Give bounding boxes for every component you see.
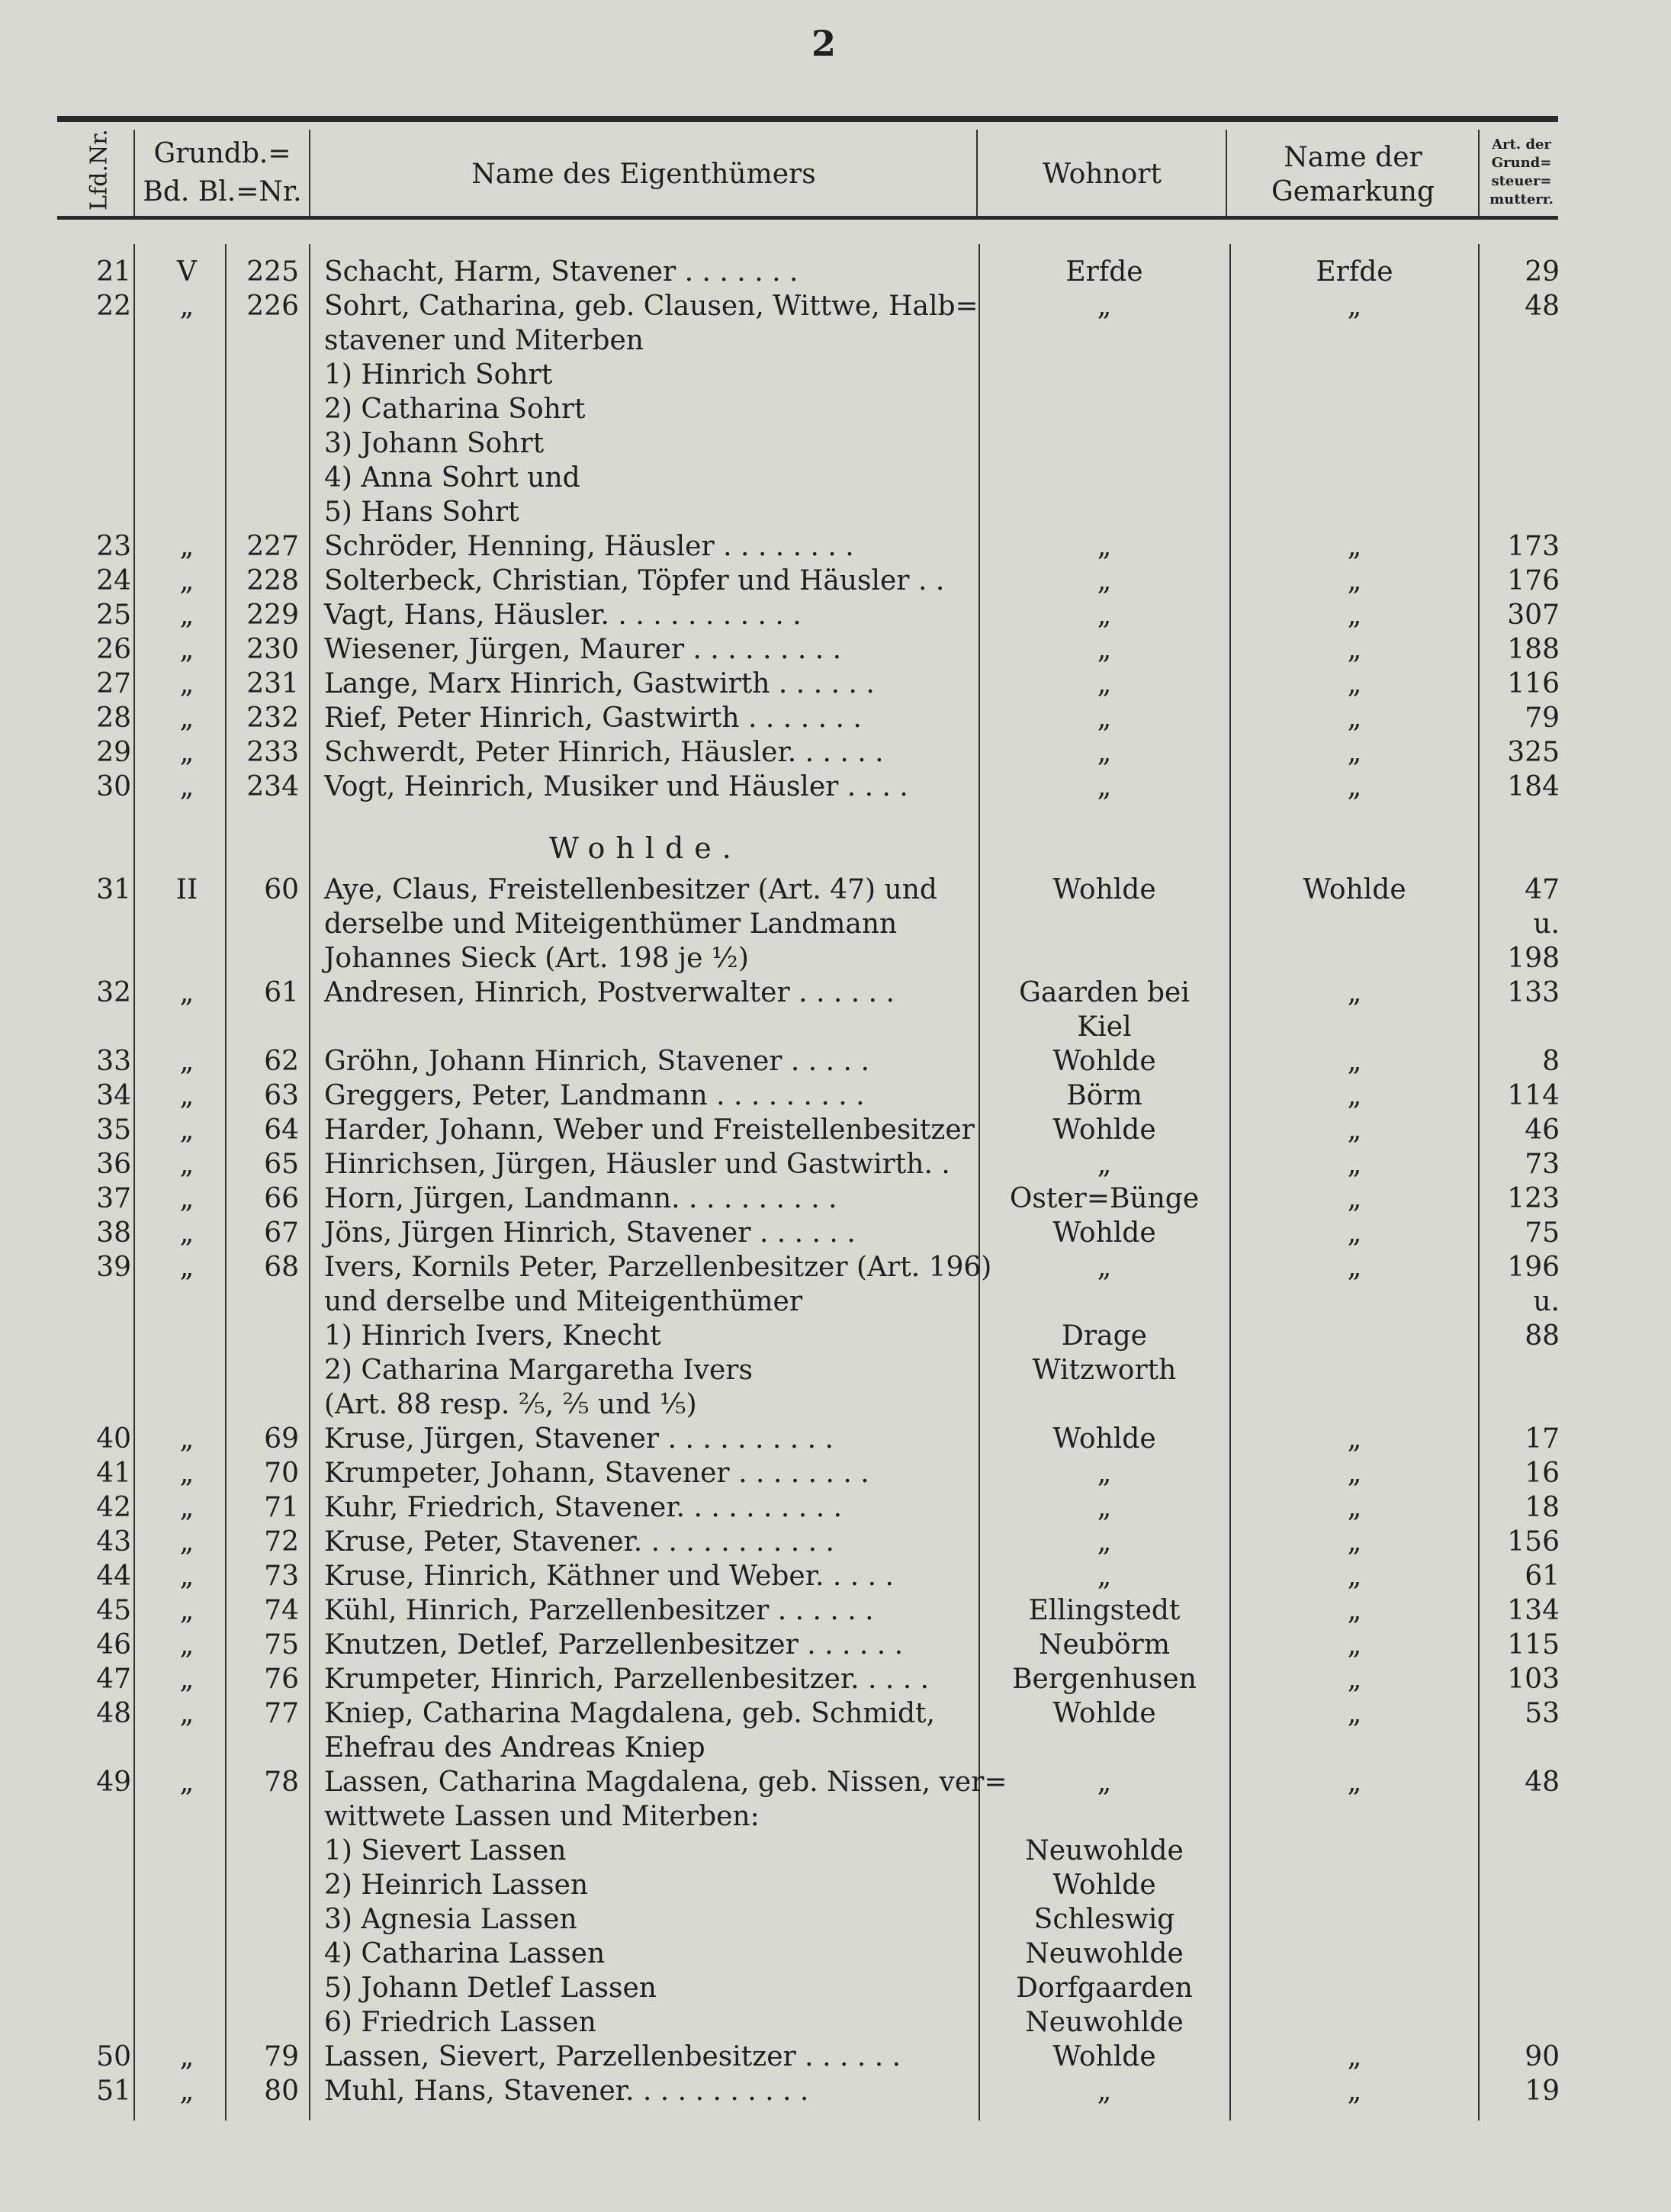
row-blatt: 70 (264, 1458, 299, 1489)
header-grundb-1: Grundb.= (153, 138, 291, 169)
residence: „ (1097, 634, 1112, 665)
tax-article: 156 (1507, 1526, 1560, 1558)
row-band: „ (179, 737, 194, 768)
row-number: 35 (96, 1114, 131, 1146)
tax-article: u. (1533, 1286, 1560, 1317)
row-band: „ (179, 668, 194, 699)
district: „ (1347, 703, 1362, 734)
row-band: „ (179, 1149, 194, 1180)
residence: „ (1097, 1458, 1112, 1489)
row-blatt: 64 (264, 1114, 299, 1146)
tax-article: 88 (1525, 1320, 1560, 1352)
row-blatt: 229 (246, 600, 299, 631)
residence: „ (1097, 703, 1112, 734)
district: Erfde (1316, 256, 1393, 288)
row-number: 28 (96, 703, 131, 734)
row-band: „ (179, 1217, 194, 1249)
district: „ (1347, 1217, 1362, 1249)
owner-name-line: Vogt, Heinrich, Musiker und Häusler . . . . (324, 771, 908, 802)
row-blatt: 225 (246, 256, 299, 288)
residence: „ (1097, 737, 1112, 768)
district: „ (1347, 1183, 1362, 1214)
row-number: 44 (96, 1561, 131, 1592)
residence: „ (1097, 531, 1112, 562)
row-blatt: 230 (246, 634, 299, 665)
row-number: 39 (96, 1252, 131, 1283)
residence: Dorfgaarden (1016, 1972, 1193, 2004)
column-line (978, 244, 980, 2120)
tax-article: 79 (1525, 703, 1560, 734)
owner-name-line: Sohrt, Catharina, geb. Clausen, Wittwe, Halb= (324, 291, 978, 322)
row-number: 24 (96, 565, 131, 596)
header-divider (133, 130, 135, 216)
row-number: 21 (96, 256, 131, 288)
residence: „ (1097, 1767, 1112, 1798)
district: „ (1347, 668, 1362, 699)
row-number: 30 (96, 771, 131, 802)
row-blatt: 76 (264, 1664, 299, 1695)
header-divider (1226, 130, 1227, 216)
owner-name-line: Schacht, Harm, Stavener . . . . . . . (324, 256, 799, 288)
tax-article: 48 (1525, 291, 1560, 322)
row-band: „ (179, 1458, 194, 1489)
owner-name-line: Krumpeter, Johann, Stavener . . . . . . . . (324, 1458, 869, 1489)
owner-name-line: 2) Heinrich Lassen (324, 1870, 589, 1901)
owner-name-line: Andresen, Hinrich, Postverwalter . . . . . . (324, 977, 895, 1008)
owner-name-line: 4) Catharina Lassen (324, 1938, 606, 1969)
row-band: „ (179, 565, 194, 596)
row-band: „ (179, 600, 194, 631)
row-band: V (177, 256, 197, 288)
residence: Neubörm (1038, 1629, 1171, 1661)
row-band: „ (179, 1561, 194, 1592)
header-gemarkung-2: Gemarkung (1271, 176, 1435, 207)
district: „ (1347, 1526, 1362, 1558)
row-number: 33 (96, 1046, 131, 1077)
tax-article: 114 (1507, 1080, 1560, 1111)
row-band: „ (179, 1767, 194, 1798)
row-blatt: 69 (264, 1423, 299, 1455)
owner-name-line: Ehefrau des Andreas Kniep (324, 1732, 705, 1763)
residence: „ (1097, 668, 1112, 699)
owner-name-line: Kuhr, Friedrich, Stavener. . . . . . . . . . (324, 1492, 843, 1523)
row-band: „ (179, 977, 194, 1008)
district: „ (1347, 634, 1362, 665)
header-lfd-nr: Lfd.Nr. (85, 129, 113, 211)
owner-name-line: Gröhn, Johann Hinrich, Stavener . . . . . (324, 1046, 869, 1077)
residence: „ (1097, 600, 1112, 631)
row-blatt: 62 (264, 1046, 299, 1077)
tax-article: 29 (1525, 256, 1560, 288)
column-line (1229, 244, 1231, 2120)
tax-article: 123 (1507, 1183, 1560, 1214)
district: „ (1347, 1458, 1362, 1489)
owner-name-line: Wiesener, Jürgen, Maurer . . . . . . . . . (324, 634, 842, 665)
tax-article: 184 (1507, 771, 1560, 802)
header-grundb-2: Bd. Bl.=Nr. (143, 176, 302, 207)
owner-name-line: Muhl, Hans, Stavener. . . . . . . . . . . (324, 2075, 809, 2107)
residence: Drage (1062, 1320, 1147, 1352)
row-blatt: 66 (264, 1183, 299, 1214)
owner-name-line: 5) Hans Sohrt (324, 497, 519, 528)
row-blatt: 231 (246, 668, 299, 699)
owner-name-line: Kniep, Catharina Magdalena, geb. Schmidt, (324, 1698, 935, 1729)
district: „ (1347, 531, 1362, 562)
owner-name-line: Harder, Johann, Weber und Freistellenbesitzer (324, 1114, 975, 1146)
row-number: 48 (96, 1698, 131, 1729)
column-line (309, 244, 310, 2120)
row-band: „ (179, 1252, 194, 1283)
row-number: 37 (96, 1183, 131, 1214)
row-number: 22 (96, 291, 131, 322)
residence: „ (1097, 565, 1112, 596)
district: „ (1347, 2075, 1362, 2107)
residence: Wohlde (1052, 1423, 1156, 1455)
row-number: 47 (96, 1664, 131, 1695)
tax-article: 19 (1525, 2075, 1560, 2107)
row-blatt: 227 (246, 531, 299, 562)
owner-name-line: Aye, Claus, Freistellenbesitzer (Art. 47) und (324, 874, 937, 905)
district: „ (1347, 1492, 1362, 1523)
owner-name-line: 4) Anna Sohrt und (324, 462, 580, 494)
residence: Witzworth (1032, 1355, 1177, 1386)
column-line (1478, 244, 1480, 2120)
row-blatt: 61 (264, 977, 299, 1008)
residence: „ (1097, 1526, 1112, 1558)
header-gemarkung-1: Name der (1284, 142, 1422, 173)
row-blatt: 63 (264, 1080, 299, 1111)
row-number: 36 (96, 1149, 131, 1180)
row-band: „ (179, 291, 194, 322)
owner-name-line: wittwete Lassen und Miterben: (324, 1801, 760, 1832)
row-number: 31 (96, 874, 131, 905)
residence: Bergenhusen (1012, 1664, 1197, 1695)
owner-name-line: Kruse, Jürgen, Stavener . . . . . . . . . . (324, 1423, 834, 1455)
owner-name-line: Horn, Jürgen, Landmann. . . . . . . . . . (324, 1183, 837, 1214)
owner-name-line: Schwerdt, Peter Hinrich, Häusler. . . . . . (324, 737, 884, 768)
owner-name-line: Ivers, Kornils Peter, Parzellenbesitzer (Art. 196) (324, 1252, 992, 1283)
owner-name-line: Lassen, Catharina Magdalena, geb. Nissen, ver= (324, 1767, 1007, 1798)
row-band: „ (179, 1492, 194, 1523)
header-wohnort: Wohnort (1043, 159, 1162, 190)
district: „ (1347, 1046, 1362, 1077)
top-rule (57, 116, 1558, 122)
district: „ (1347, 771, 1362, 802)
owner-name-line: (Art. 88 resp. ⅖, ⅖ und ⅕) (324, 1389, 697, 1420)
header-art-4: mutterr. (1489, 191, 1554, 207)
residence: Wohlde (1052, 1870, 1156, 1901)
owner-name-line: Kühl, Hinrich, Parzellenbesitzer . . . . . . (324, 1595, 874, 1626)
residence: Wohlde (1052, 1217, 1156, 1249)
owner-name-line: 1) Hinrich Ivers, Knecht (324, 1320, 661, 1352)
residence: „ (1097, 1252, 1112, 1283)
tax-article: 53 (1525, 1698, 1560, 1729)
owner-name-line: Lange, Marx Hinrich, Gastwirth . . . . . . (324, 668, 875, 699)
row-number: 51 (96, 2075, 131, 2107)
row-blatt: 72 (264, 1526, 299, 1558)
owner-name-line: Jöns, Jürgen Hinrich, Stavener . . . . . . (324, 1217, 856, 1249)
tax-article: 134 (1507, 1595, 1560, 1626)
header-art-1: Art. der (1492, 137, 1551, 153)
owner-name-line: Knutzen, Detlef, Parzellenbesitzer . . . . . . (324, 1629, 904, 1661)
owner-name-line: derselbe und Miteigenthümer Landmann (324, 908, 898, 940)
owner-name-line: 5) Johann Detlef Lassen (324, 1972, 657, 2004)
owner-name-line: 1) Sievert Lassen (324, 1835, 567, 1866)
residence: „ (1097, 1492, 1112, 1523)
district: „ (1347, 1595, 1362, 1626)
row-blatt: 74 (264, 1595, 299, 1626)
header-rule (57, 216, 1558, 220)
residence: „ (1097, 1561, 1112, 1592)
tax-article: 18 (1525, 1492, 1560, 1523)
tax-article: 46 (1525, 1114, 1560, 1146)
row-band: „ (179, 1698, 194, 1729)
owner-name-line: 3) Agnesia Lassen (324, 1904, 577, 1935)
row-blatt: 77 (264, 1698, 299, 1729)
row-number: 32 (96, 977, 131, 1008)
owner-name-line: Solterbeck, Christian, Töpfer und Häusler . . (324, 565, 945, 596)
tax-article: 16 (1525, 1458, 1560, 1489)
residence: „ (1097, 291, 1112, 322)
residence: Schleswig (1033, 1904, 1175, 1935)
district: „ (1347, 1561, 1362, 1592)
district: „ (1347, 977, 1362, 1008)
owner-name-line: 6) Friedrich Lassen (324, 2007, 596, 2038)
owner-name-line: Lassen, Sievert, Parzellenbesitzer . . . . . . (324, 2041, 901, 2072)
tax-article: 176 (1507, 565, 1560, 596)
tax-article: 48 (1525, 1767, 1560, 1798)
district: „ (1347, 1252, 1362, 1283)
row-band: „ (179, 2075, 194, 2107)
tax-article: 307 (1507, 600, 1560, 631)
row-blatt: 71 (264, 1492, 299, 1523)
residence: Ellingstedt (1028, 1595, 1181, 1626)
page-number: 2 (811, 23, 836, 64)
owner-name-line: Greggers, Peter, Landmann . . . . . . . . . (324, 1080, 865, 1111)
row-blatt: 60 (264, 874, 299, 905)
row-band: „ (179, 1046, 194, 1077)
row-number: 42 (96, 1492, 131, 1523)
owner-name-line: Schröder, Henning, Häusler . . . . . . . . (324, 531, 854, 562)
row-number: 43 (96, 1526, 131, 1558)
row-blatt: 232 (246, 703, 299, 734)
row-blatt: 68 (264, 1252, 299, 1283)
row-number: 29 (96, 737, 131, 768)
district: „ (1347, 1149, 1362, 1180)
tax-article: 103 (1507, 1664, 1560, 1695)
row-blatt: 78 (264, 1767, 299, 1798)
row-band: „ (179, 1526, 194, 1558)
district: „ (1347, 600, 1362, 631)
row-number: 26 (96, 634, 131, 665)
row-number: 50 (96, 2041, 131, 2072)
row-band: „ (179, 1629, 194, 1661)
residence: Kiel (1077, 1011, 1132, 1043)
tax-article: 325 (1507, 737, 1560, 768)
row-number: 40 (96, 1423, 131, 1455)
tax-article: 198 (1507, 943, 1560, 974)
tax-article: 17 (1525, 1423, 1560, 1455)
tax-article: 133 (1507, 977, 1560, 1008)
district: „ (1347, 1423, 1362, 1455)
row-blatt: 233 (246, 737, 299, 768)
header-art-3: steuer= (1491, 173, 1552, 189)
tax-article: 75 (1525, 1217, 1560, 1249)
residence: Neuwohlde (1025, 2007, 1184, 2038)
row-number: 45 (96, 1595, 131, 1626)
residence: „ (1097, 771, 1112, 802)
district: „ (1347, 2041, 1362, 2072)
row-band: „ (179, 771, 194, 802)
residence: Erfde (1065, 256, 1143, 288)
row-number: 41 (96, 1458, 131, 1489)
district: „ (1347, 1664, 1362, 1695)
row-blatt: 67 (264, 1217, 299, 1249)
row-band: „ (179, 531, 194, 562)
row-number: 49 (96, 1767, 131, 1798)
tax-article: 47 (1525, 874, 1560, 905)
row-blatt: 80 (264, 2075, 299, 2107)
residence: „ (1097, 1149, 1112, 1180)
owner-name-line: Kruse, Hinrich, Käthner und Weber. . . . . (324, 1561, 894, 1592)
header-divider (309, 130, 310, 216)
row-band: „ (179, 1664, 194, 1695)
row-blatt: 79 (264, 2041, 299, 2072)
owner-name-line: 2) Catharina Sohrt (324, 394, 586, 425)
header-art-2: Grund= (1491, 155, 1552, 171)
tax-article: 90 (1525, 2041, 1560, 2072)
row-band: „ (179, 1183, 194, 1214)
row-band: II (175, 874, 198, 905)
residence: Gaarden bei (1019, 977, 1190, 1008)
row-number: 46 (96, 1629, 131, 1661)
row-blatt: 234 (246, 771, 299, 802)
row-number: 27 (96, 668, 131, 699)
owner-name-line: Johannes Sieck (Art. 198 je ½) (324, 943, 749, 974)
header-divider (976, 130, 978, 216)
row-blatt: 73 (264, 1561, 299, 1592)
tax-article: 188 (1507, 634, 1560, 665)
row-blatt: 65 (264, 1149, 299, 1180)
tax-article: 173 (1507, 531, 1560, 562)
row-band: „ (179, 1114, 194, 1146)
tax-article: 115 (1507, 1629, 1560, 1661)
row-band: „ (179, 2041, 194, 2072)
owner-name-line: Kruse, Peter, Stavener. . . . . . . . . . . . (324, 1526, 834, 1558)
tax-article: 8 (1542, 1046, 1560, 1077)
residence: Wohlde (1052, 1114, 1156, 1146)
residence: Wohlde (1052, 1046, 1156, 1077)
district: „ (1347, 1080, 1362, 1111)
owner-name-line: Vagt, Hans, Häusler. . . . . . . . . . . . (324, 600, 802, 631)
owner-name-line: stavener und Miterben (324, 325, 644, 356)
tax-article: 73 (1525, 1149, 1560, 1180)
row-band: „ (179, 1423, 194, 1455)
column-line (225, 244, 227, 2120)
row-number: 23 (96, 531, 131, 562)
district: „ (1347, 737, 1362, 768)
section-heading-wohlde: Wohlde. (549, 831, 742, 865)
row-number: 25 (96, 600, 131, 631)
residence: Neuwohlde (1025, 1938, 1184, 1969)
row-band: „ (179, 1080, 194, 1111)
district: Wohlde (1303, 874, 1406, 905)
owner-name-line: Krumpeter, Hinrich, Parzellenbesitzer. . . . . (324, 1664, 930, 1695)
row-number: 34 (96, 1080, 131, 1111)
district: „ (1347, 1629, 1362, 1661)
row-band: „ (179, 1595, 194, 1626)
residence: Wohlde (1052, 1698, 1156, 1729)
tax-article: 196 (1507, 1252, 1560, 1283)
row-blatt: 75 (264, 1629, 299, 1661)
owner-name-line: Rief, Peter Hinrich, Gastwirth . . . . . . . (324, 703, 862, 734)
row-number: 38 (96, 1217, 131, 1249)
residence: Wohlde (1052, 874, 1156, 905)
residence: Neuwohlde (1025, 1835, 1184, 1866)
district: „ (1347, 1767, 1362, 1798)
district: „ (1347, 565, 1362, 596)
residence: Oster=Bünge (1009, 1183, 1200, 1214)
residence: Börm (1066, 1080, 1142, 1111)
owner-name-line: 2) Catharina Margaretha Ivers (324, 1355, 753, 1386)
header-name: Name des Eigenthümers (471, 159, 816, 190)
column-line (133, 244, 135, 2120)
row-blatt: 226 (246, 291, 299, 322)
district: „ (1347, 1114, 1362, 1146)
row-band: „ (179, 703, 194, 734)
row-blatt: 228 (246, 565, 299, 596)
owner-name-line: Hinrichsen, Jürgen, Häusler und Gastwirth. . (324, 1149, 950, 1180)
row-band: „ (179, 634, 194, 665)
tax-article: 116 (1507, 668, 1560, 699)
owner-name-line: 3) Johann Sohrt (324, 428, 545, 459)
owner-name-line: und derselbe und Miteigenthümer (324, 1286, 803, 1317)
district: „ (1347, 291, 1362, 322)
tax-article: u. (1533, 908, 1560, 940)
residence: Wohlde (1052, 2041, 1156, 2072)
residence: „ (1097, 2075, 1112, 2107)
district: „ (1347, 1698, 1362, 1729)
tax-article: 61 (1525, 1561, 1560, 1592)
owner-name-line: 1) Hinrich Sohrt (324, 359, 553, 391)
